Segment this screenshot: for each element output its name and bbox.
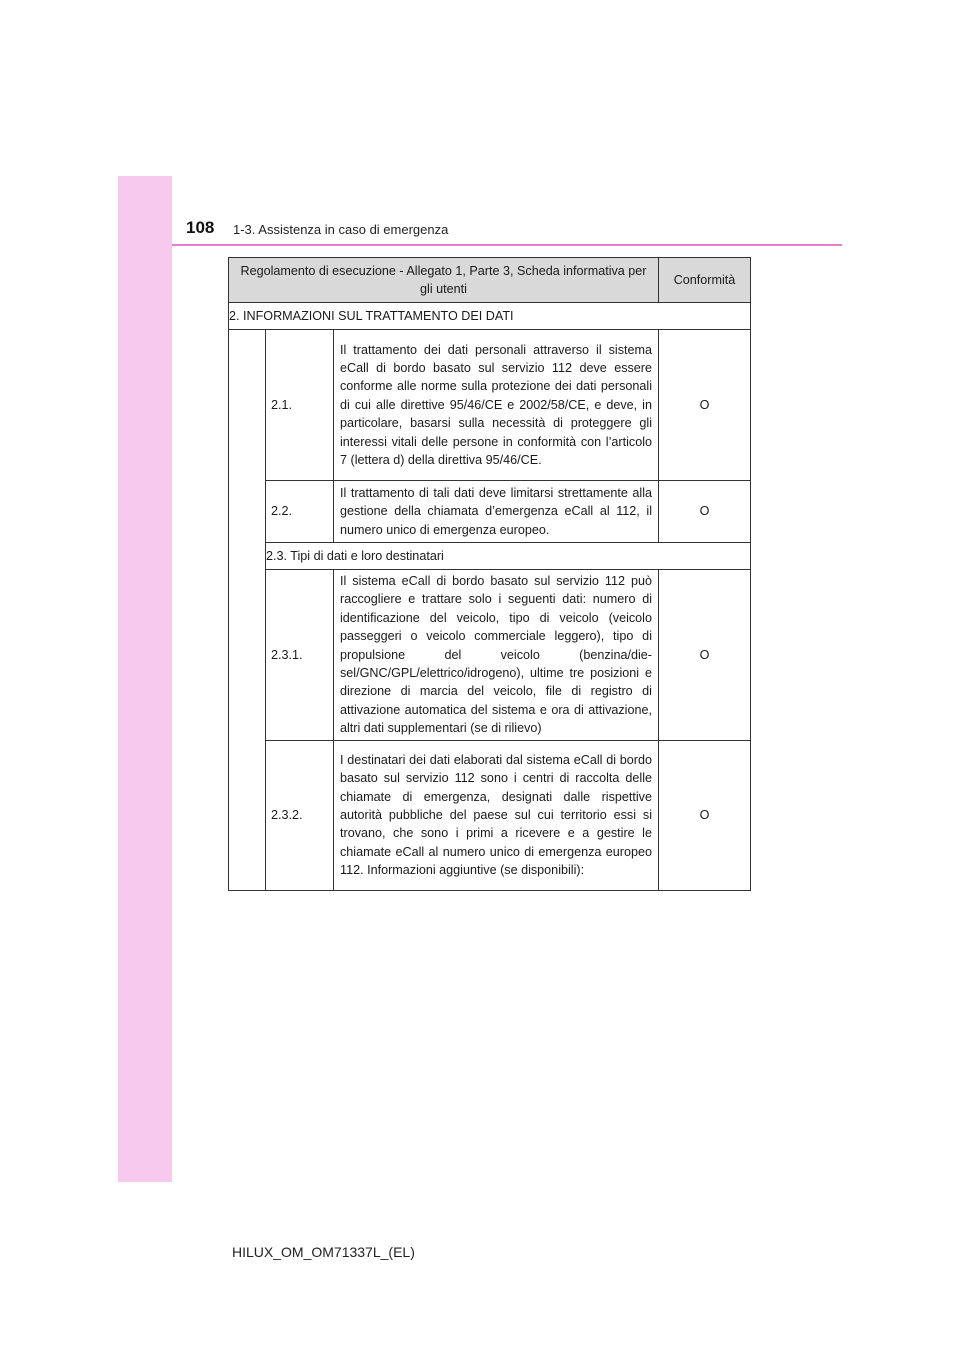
row-number: 2.1. — [266, 330, 334, 481]
row-conformity: O — [659, 481, 751, 543]
table-header-row — [229, 258, 751, 303]
row-text: I destinatari dei dati elaborati dal sistema eCall di bordo basato sul servizio 112 sono i centri di raccolta delle chiamate di emergenza, designati dalle rispettive autorità pubbliche del paese sul cui territorio essi si trovano, che sono i primi a ricevere e a gestire le chiamate eCall al numero unico di emergenza europeo 112. Informazioni aggiuntive (se disponibili): — [334, 740, 659, 890]
section-row — [229, 303, 751, 330]
header-regulation: Regolamento di esecuzione - Allegato 1, Parte 3, Scheda informativa per gli utenti — [229, 258, 659, 303]
row-text: Il trattamento di tali dati deve limitarsi strettamente alla gestione della chiamata d’emergenza eCall al 112, il numero unico di emergenza europeo. — [334, 481, 659, 543]
row-conformity: O — [659, 740, 751, 890]
section-2-title: 2. INFORMAZIONI SUL TRATTAMENTO DEI DATI — [229, 303, 751, 330]
page-number: 108 — [186, 218, 215, 237]
row-text: Il sistema eCall di bordo basato sul servizio 112 può raccogliere e trattare solo i seguenti dati: numero di identificazione del veicolo, tipo di veicolo (veicolo passeggeri o veicolo commerciale leggero), tipo di propulsione del veicolo (benzina/diesel/GNC/GPL/elettrico/idrogeno), ultime tre posizioni e direzione di marcia del veicolo, file di registro di attivazione automatica del sistema e ora di attivazione, altri dati supplementari (se di rilievo) — [334, 570, 659, 741]
row-text: Il trattamento dei dati personali attraverso il sistema eCall di bordo basato sul servizio 112 deve essere conforme alle norme sulla protezione dei dati personali di cui alle direttive 95/46/CE e 2002/58/CE, e deve, in particolare, basarsi sulla necessità di proteggere gli interessi vitali delle persone in conformità con l’articolo 7 (lettera d) della direttiva 95/46/CE. — [334, 330, 659, 481]
row-conformity: O — [659, 570, 751, 741]
side-thumb-band — [118, 176, 172, 1182]
table-row — [229, 481, 751, 543]
table-row — [229, 570, 751, 741]
table-row — [229, 330, 751, 481]
row-number: 2.3.2. — [266, 740, 334, 890]
document-code: HILUX_OM_OM71337L_(EL) — [232, 1244, 415, 1260]
indent-cell — [229, 330, 266, 891]
section-2-3-title: 2.3. Tipi di dati e loro destinatari — [266, 543, 751, 570]
section-row — [229, 543, 751, 570]
row-number: 2.2. — [266, 481, 334, 543]
section-title: 1-3. Assistenza in caso di emergenza — [233, 222, 449, 237]
regulation-table — [228, 257, 751, 891]
header-conformity: Conformità — [659, 258, 751, 303]
row-conformity: O — [659, 330, 751, 481]
header-rule — [172, 244, 842, 246]
table-row — [229, 740, 751, 890]
row-number: 2.3.1. — [266, 570, 334, 741]
